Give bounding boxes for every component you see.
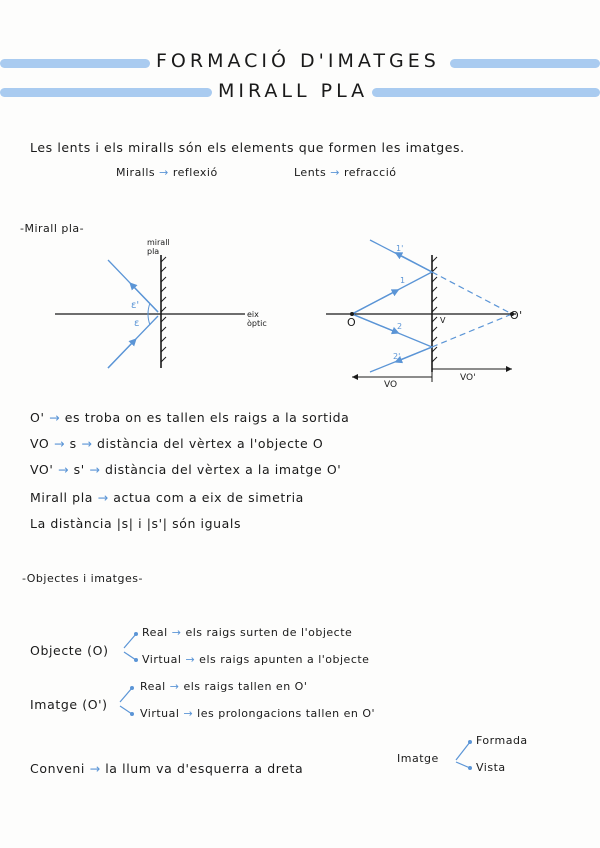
angle-bottom-label: ε (134, 318, 140, 329)
miralls-label: Miralls (116, 166, 156, 179)
objecte-real-text: els raigs surten de l'objecte (185, 626, 353, 639)
note-1 (30, 410, 349, 425)
arrow-icon: → (89, 761, 101, 776)
arrow-icon: → (169, 680, 180, 693)
note-text: s (69, 436, 77, 451)
note-5: La distància |s| i |s'| són iguals (30, 516, 242, 531)
convention-imatge-label: Imatge (397, 752, 439, 765)
lents-value: refracció (343, 166, 397, 179)
axis-label-line1: eix (247, 310, 259, 319)
arrow-icon: → (185, 653, 196, 666)
vertex-label: V (440, 316, 446, 325)
extension-up (432, 272, 512, 314)
arrow-icon: → (89, 462, 101, 477)
ray1b-label: 1 (400, 276, 406, 285)
arrow-icon: → (53, 436, 66, 451)
convention-opt1: Formada (476, 734, 528, 747)
page-subtitle: MIRALL PLA (218, 80, 369, 102)
imatge-virtual-text: les prolongacions tallen en O' (197, 707, 376, 720)
page-title: FORMACIÓ D'IMATGES (156, 50, 440, 72)
objecte-virtual (142, 653, 369, 666)
mirror-label (147, 238, 170, 256)
section-heading-mirall: -Mirall pla- (20, 222, 85, 235)
mirror-label-line2: pla (147, 247, 160, 256)
arrow-icon: → (58, 462, 70, 477)
axis-label (247, 310, 267, 328)
angle-top-label: ε' (131, 300, 140, 311)
arrow-icon: → (171, 626, 182, 639)
arrow-icon: → (330, 166, 340, 179)
convention-text: la llum va d'esquerra a dreta (105, 761, 304, 776)
convention-branch (456, 742, 470, 768)
ray1-label: 1' (396, 244, 404, 253)
note-text: es troba on es tallen els raigs a la sortida (64, 410, 350, 425)
note-label: Mirall pla (30, 490, 94, 505)
note-3 (30, 462, 341, 477)
note-label: VO' (30, 462, 54, 477)
objecte-branch (124, 634, 136, 660)
imatge-virtual (140, 707, 375, 720)
imatge-branch (120, 688, 132, 714)
convention (30, 761, 303, 776)
mirror-label-line1: mirall (147, 238, 170, 247)
section-heading-objects: -Objectes i imatges- (22, 572, 143, 585)
miralls-value: reflexió (172, 166, 218, 179)
note-4 (30, 490, 304, 505)
axis-label-line2: òptic (247, 319, 267, 328)
objecte-real-label: Real (142, 626, 168, 639)
arrow-icon: → (81, 436, 93, 451)
convention-opt2: Vista (476, 761, 506, 774)
imatge-real-text: els raigs tallen en O' (183, 680, 308, 693)
ray2b-label: 2' (393, 352, 401, 361)
arrow-icon: → (183, 707, 194, 720)
objecte-virtual-text: els raigs apunten a l'objecte (199, 653, 370, 666)
imatge-label: Imatge (O') (30, 697, 108, 712)
note-extra: distància del vèrtex a l'objecte O (96, 436, 324, 451)
convention-label: Conveni (30, 761, 85, 776)
note-label: O' (30, 410, 45, 425)
note-2 (30, 436, 323, 451)
dist-object-label: VO (384, 380, 398, 390)
arrow-icon: → (97, 490, 109, 505)
note-extra: distància del vèrtex a la imatge O' (105, 462, 342, 477)
objecte-virtual-label: Virtual (142, 653, 182, 666)
note-text: s' (73, 462, 85, 477)
dist-image-label: VO' (460, 373, 476, 383)
note-text: actua com a eix de simetria (113, 490, 304, 505)
intro-sentence: Les lents i els miralls són els elements que formen les imatges. (30, 140, 465, 155)
imatge-virtual-label: Virtual (140, 707, 180, 720)
imatge-real (140, 680, 307, 693)
note-label: VO (30, 436, 50, 451)
imatge-real-label: Real (140, 680, 166, 693)
objecte-real (142, 626, 352, 639)
arrow-icon: → (159, 166, 169, 179)
image-point-label: O' (510, 309, 523, 322)
object-point-label: O (347, 316, 357, 329)
ray2-label: 2 (397, 322, 403, 331)
lents-label: Lents (294, 166, 327, 179)
objecte-label: Objecte (O) (30, 643, 109, 658)
arrow-icon: → (49, 410, 61, 425)
